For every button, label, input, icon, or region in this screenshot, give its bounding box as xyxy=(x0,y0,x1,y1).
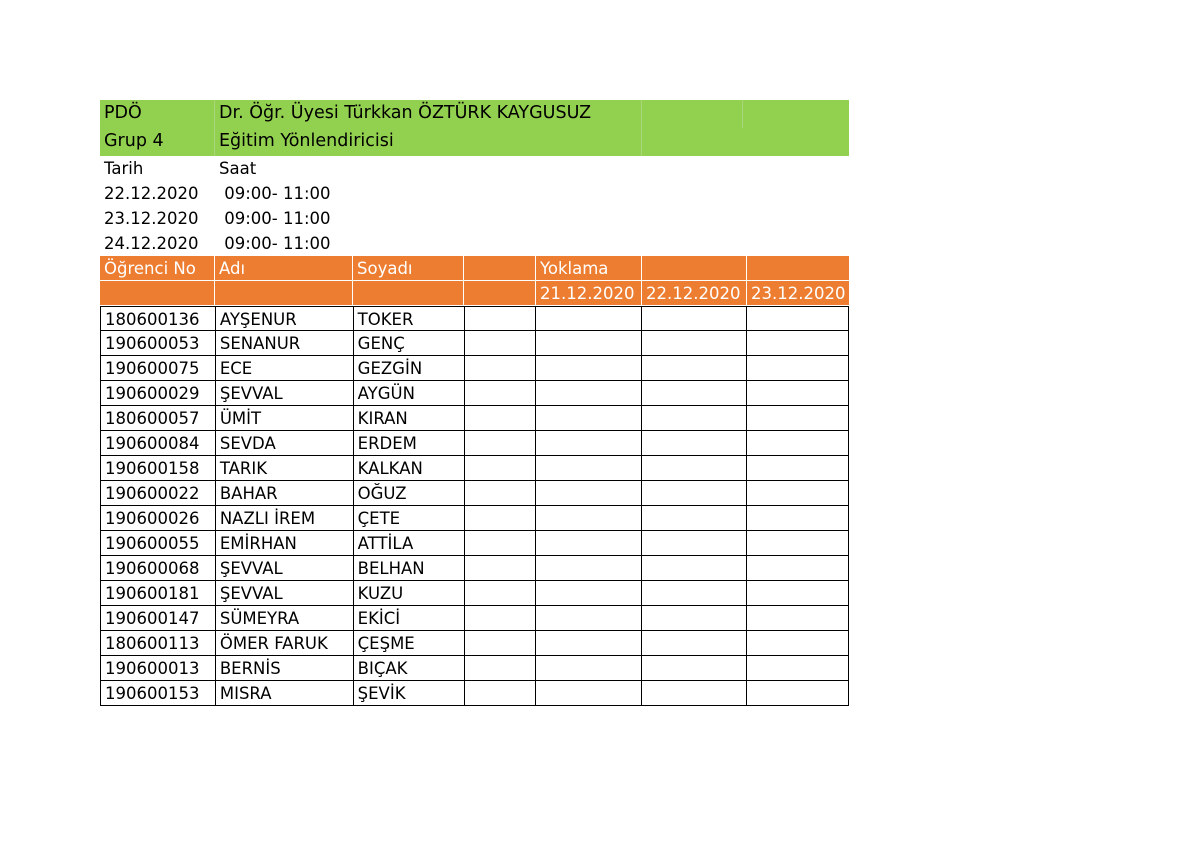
attendance-cell[interactable] xyxy=(536,481,642,506)
blank-cell[interactable] xyxy=(465,506,537,531)
student-first-name: BAHAR xyxy=(216,481,354,506)
table-row xyxy=(101,506,849,531)
schedule xyxy=(100,156,849,256)
attendance-cell[interactable] xyxy=(536,681,642,706)
attendance-cell[interactable] xyxy=(536,531,642,556)
attendance-cell[interactable] xyxy=(536,656,642,681)
attendance-date: 23.12.2020 xyxy=(747,281,849,306)
column-header-blank xyxy=(747,256,849,281)
attendance-cell[interactable] xyxy=(747,656,849,681)
table-row xyxy=(101,631,849,656)
student-number: 190600029 xyxy=(101,381,216,406)
date-label: Tarih xyxy=(104,159,144,178)
subheader-blank xyxy=(100,281,215,306)
table-header xyxy=(100,256,849,306)
blank-cell[interactable] xyxy=(465,381,537,406)
student-first-name: EMİRHAN xyxy=(216,531,354,556)
student-last-name: GENÇ xyxy=(354,331,465,356)
student-last-name: OĞUZ xyxy=(354,481,465,506)
attendance-cell[interactable] xyxy=(747,356,849,381)
attendance-cell[interactable] xyxy=(536,456,642,481)
student-first-name: AYŞENUR xyxy=(216,306,354,331)
attendance-cell[interactable] xyxy=(747,581,849,606)
student-number: 180600057 xyxy=(101,406,216,431)
group-header xyxy=(100,100,849,156)
attendance-cell[interactable] xyxy=(536,306,642,331)
student-number: 180600136 xyxy=(101,306,216,331)
student-number: 190600068 xyxy=(101,556,216,581)
attendance-cell[interactable] xyxy=(747,681,849,706)
schedule-row xyxy=(100,231,849,256)
student-number: 190600053 xyxy=(101,331,216,356)
subheader-blank xyxy=(215,281,353,306)
blank-cell[interactable] xyxy=(465,481,537,506)
student-first-name: ŞEVVAL xyxy=(216,556,354,581)
table-row xyxy=(101,381,849,406)
table-row xyxy=(101,606,849,631)
student-number: 180600113 xyxy=(101,631,216,656)
table-row xyxy=(101,431,849,456)
blank-cell[interactable] xyxy=(465,306,537,331)
student-last-name: EKİCİ xyxy=(354,606,465,631)
blank-cell[interactable] xyxy=(465,356,537,381)
attendance-cell[interactable] xyxy=(536,506,642,531)
student-number: 190600181 xyxy=(101,581,216,606)
table-row xyxy=(101,331,849,356)
column-header-student-no: Öğrenci No xyxy=(100,256,215,281)
column-header-blank xyxy=(642,256,747,281)
attendance-cell[interactable] xyxy=(642,631,747,656)
student-first-name: ÜMİT xyxy=(216,406,354,431)
blank-cell[interactable] xyxy=(465,681,537,706)
schedule-header xyxy=(100,156,849,181)
column-header-blank xyxy=(464,256,536,281)
attendance-cell[interactable] xyxy=(747,606,849,631)
attendance-cell[interactable] xyxy=(642,381,747,406)
table-row xyxy=(101,356,849,381)
attendance-cell[interactable] xyxy=(747,381,849,406)
table-row xyxy=(101,681,849,706)
attendance-cell[interactable] xyxy=(747,306,849,331)
attendance-cell[interactable] xyxy=(642,331,747,356)
student-number: 190600147 xyxy=(101,606,216,631)
student-first-name: BERNİS xyxy=(216,656,354,681)
attendance-cell[interactable] xyxy=(747,331,849,356)
student-first-name: ŞEVVAL xyxy=(216,581,354,606)
header-blank-cell xyxy=(641,128,743,156)
attendance-cell[interactable] xyxy=(747,506,849,531)
attendance-cell[interactable] xyxy=(747,406,849,431)
table-row xyxy=(101,656,849,681)
attendance-cell[interactable] xyxy=(642,406,747,431)
student-last-name: ATTİLA xyxy=(354,531,465,556)
student-number: 190600022 xyxy=(101,481,216,506)
student-number: 190600075 xyxy=(101,356,216,381)
student-first-name: ECE xyxy=(216,356,354,381)
student-first-name: MISRA xyxy=(216,681,354,706)
schedule-time: 09:00- 11:00 xyxy=(219,234,331,253)
attendance-cell[interactable] xyxy=(747,631,849,656)
student-last-name: GEZGİN xyxy=(354,356,465,381)
student-number: 190600153 xyxy=(101,681,216,706)
attendance-cell[interactable] xyxy=(642,656,747,681)
attendance-cell[interactable] xyxy=(642,506,747,531)
attendance-cell[interactable] xyxy=(642,456,747,481)
blank-cell[interactable] xyxy=(465,531,537,556)
attendance-cell[interactable] xyxy=(642,556,747,581)
student-number: 190600084 xyxy=(101,431,216,456)
blank-cell[interactable] xyxy=(465,331,537,356)
schedule-row xyxy=(100,206,849,231)
student-first-name: ŞEVVAL xyxy=(216,381,354,406)
schedule-date: 23.12.2020 xyxy=(104,209,199,228)
blank-cell[interactable] xyxy=(465,656,537,681)
student-last-name: TOKER xyxy=(354,306,465,331)
attendance-cell[interactable] xyxy=(642,481,747,506)
student-number: 190600158 xyxy=(101,456,216,481)
table-row xyxy=(101,406,849,431)
schedule-time: 09:00- 11:00 xyxy=(219,184,331,203)
instructor-role: Eğitim Yönlendiricisi xyxy=(219,131,394,151)
student-last-name: KALKAN xyxy=(354,456,465,481)
time-label: Saat xyxy=(219,159,257,178)
student-first-name: SÜMEYRA xyxy=(216,606,354,631)
attendance-cell[interactable] xyxy=(536,606,642,631)
attendance-cell[interactable] xyxy=(747,431,849,456)
blank-cell[interactable] xyxy=(465,556,537,581)
attendance-cell[interactable] xyxy=(536,556,642,581)
student-first-name: SENANUR xyxy=(216,331,354,356)
blank-cell[interactable] xyxy=(465,456,537,481)
student-last-name: ERDEM xyxy=(354,431,465,456)
student-last-name: ÇETE xyxy=(354,506,465,531)
column-header-name: Adı xyxy=(215,256,353,281)
schedule-time: 09:00- 11:00 xyxy=(219,209,331,228)
student-number: 190600055 xyxy=(101,531,216,556)
attendance-cell[interactable] xyxy=(642,531,747,556)
student-last-name: AYGÜN xyxy=(354,381,465,406)
student-last-name: ŞEVİK xyxy=(354,681,465,706)
student-number: 190600013 xyxy=(101,656,216,681)
schedule-date: 24.12.2020 xyxy=(104,234,199,253)
attendance-sheet xyxy=(100,100,849,706)
schedule-row xyxy=(100,181,849,206)
blank-cell[interactable] xyxy=(465,431,537,456)
blank-cell[interactable] xyxy=(465,581,537,606)
attendance-cell[interactable] xyxy=(536,331,642,356)
attendance-cell[interactable] xyxy=(642,681,747,706)
instructor-name: Dr. Öğr. Üyesi Türkkan ÖZTÜRK KAYGUSUZ xyxy=(219,103,592,123)
table-row xyxy=(101,456,849,481)
attendance-cell[interactable] xyxy=(536,581,642,606)
student-last-name: KUZU xyxy=(354,581,465,606)
table-row xyxy=(101,531,849,556)
attendance-cell[interactable] xyxy=(747,556,849,581)
student-table xyxy=(100,306,849,706)
group-label: Grup 4 xyxy=(100,128,215,156)
student-first-name: TARIK xyxy=(216,456,354,481)
table-row xyxy=(101,556,849,581)
student-last-name: KIRAN xyxy=(354,406,465,431)
program-label: PDÖ xyxy=(100,100,215,128)
blank-cell[interactable] xyxy=(465,406,537,431)
attendance-date: 21.12.2020 xyxy=(536,281,642,306)
attendance-date: 22.12.2020 xyxy=(642,281,747,306)
table-row xyxy=(101,581,849,606)
attendance-cell[interactable] xyxy=(536,406,642,431)
blank-cell[interactable] xyxy=(465,606,537,631)
attendance-cell[interactable] xyxy=(536,631,642,656)
student-first-name: NAZLI İREM xyxy=(216,506,354,531)
attendance-cell[interactable] xyxy=(642,356,747,381)
subheader-blank xyxy=(464,281,536,306)
blank-cell[interactable] xyxy=(465,631,537,656)
student-last-name: ÇEŞME xyxy=(354,631,465,656)
subheader-blank xyxy=(353,281,464,306)
student-first-name: ÖMER FARUK xyxy=(216,631,354,656)
student-last-name: BELHAN xyxy=(354,556,465,581)
attendance-cell[interactable] xyxy=(536,431,642,456)
header-blank-cell xyxy=(641,100,743,128)
attendance-cell[interactable] xyxy=(747,481,849,506)
attendance-cell[interactable] xyxy=(747,456,849,481)
attendance-cell[interactable] xyxy=(747,531,849,556)
table-row xyxy=(101,481,849,506)
attendance-cell[interactable] xyxy=(536,381,642,406)
student-number: 190600026 xyxy=(101,506,216,531)
table-row xyxy=(101,306,849,331)
attendance-cell[interactable] xyxy=(642,581,747,606)
attendance-cell[interactable] xyxy=(642,431,747,456)
column-header-surname: Soyadı xyxy=(353,256,464,281)
attendance-cell[interactable] xyxy=(642,306,747,331)
attendance-cell[interactable] xyxy=(536,356,642,381)
student-last-name: BIÇAK xyxy=(354,656,465,681)
schedule-date: 22.12.2020 xyxy=(104,184,199,203)
column-header-attendance: Yoklama xyxy=(536,256,642,281)
attendance-cell[interactable] xyxy=(642,606,747,631)
student-first-name: SEVDA xyxy=(216,431,354,456)
